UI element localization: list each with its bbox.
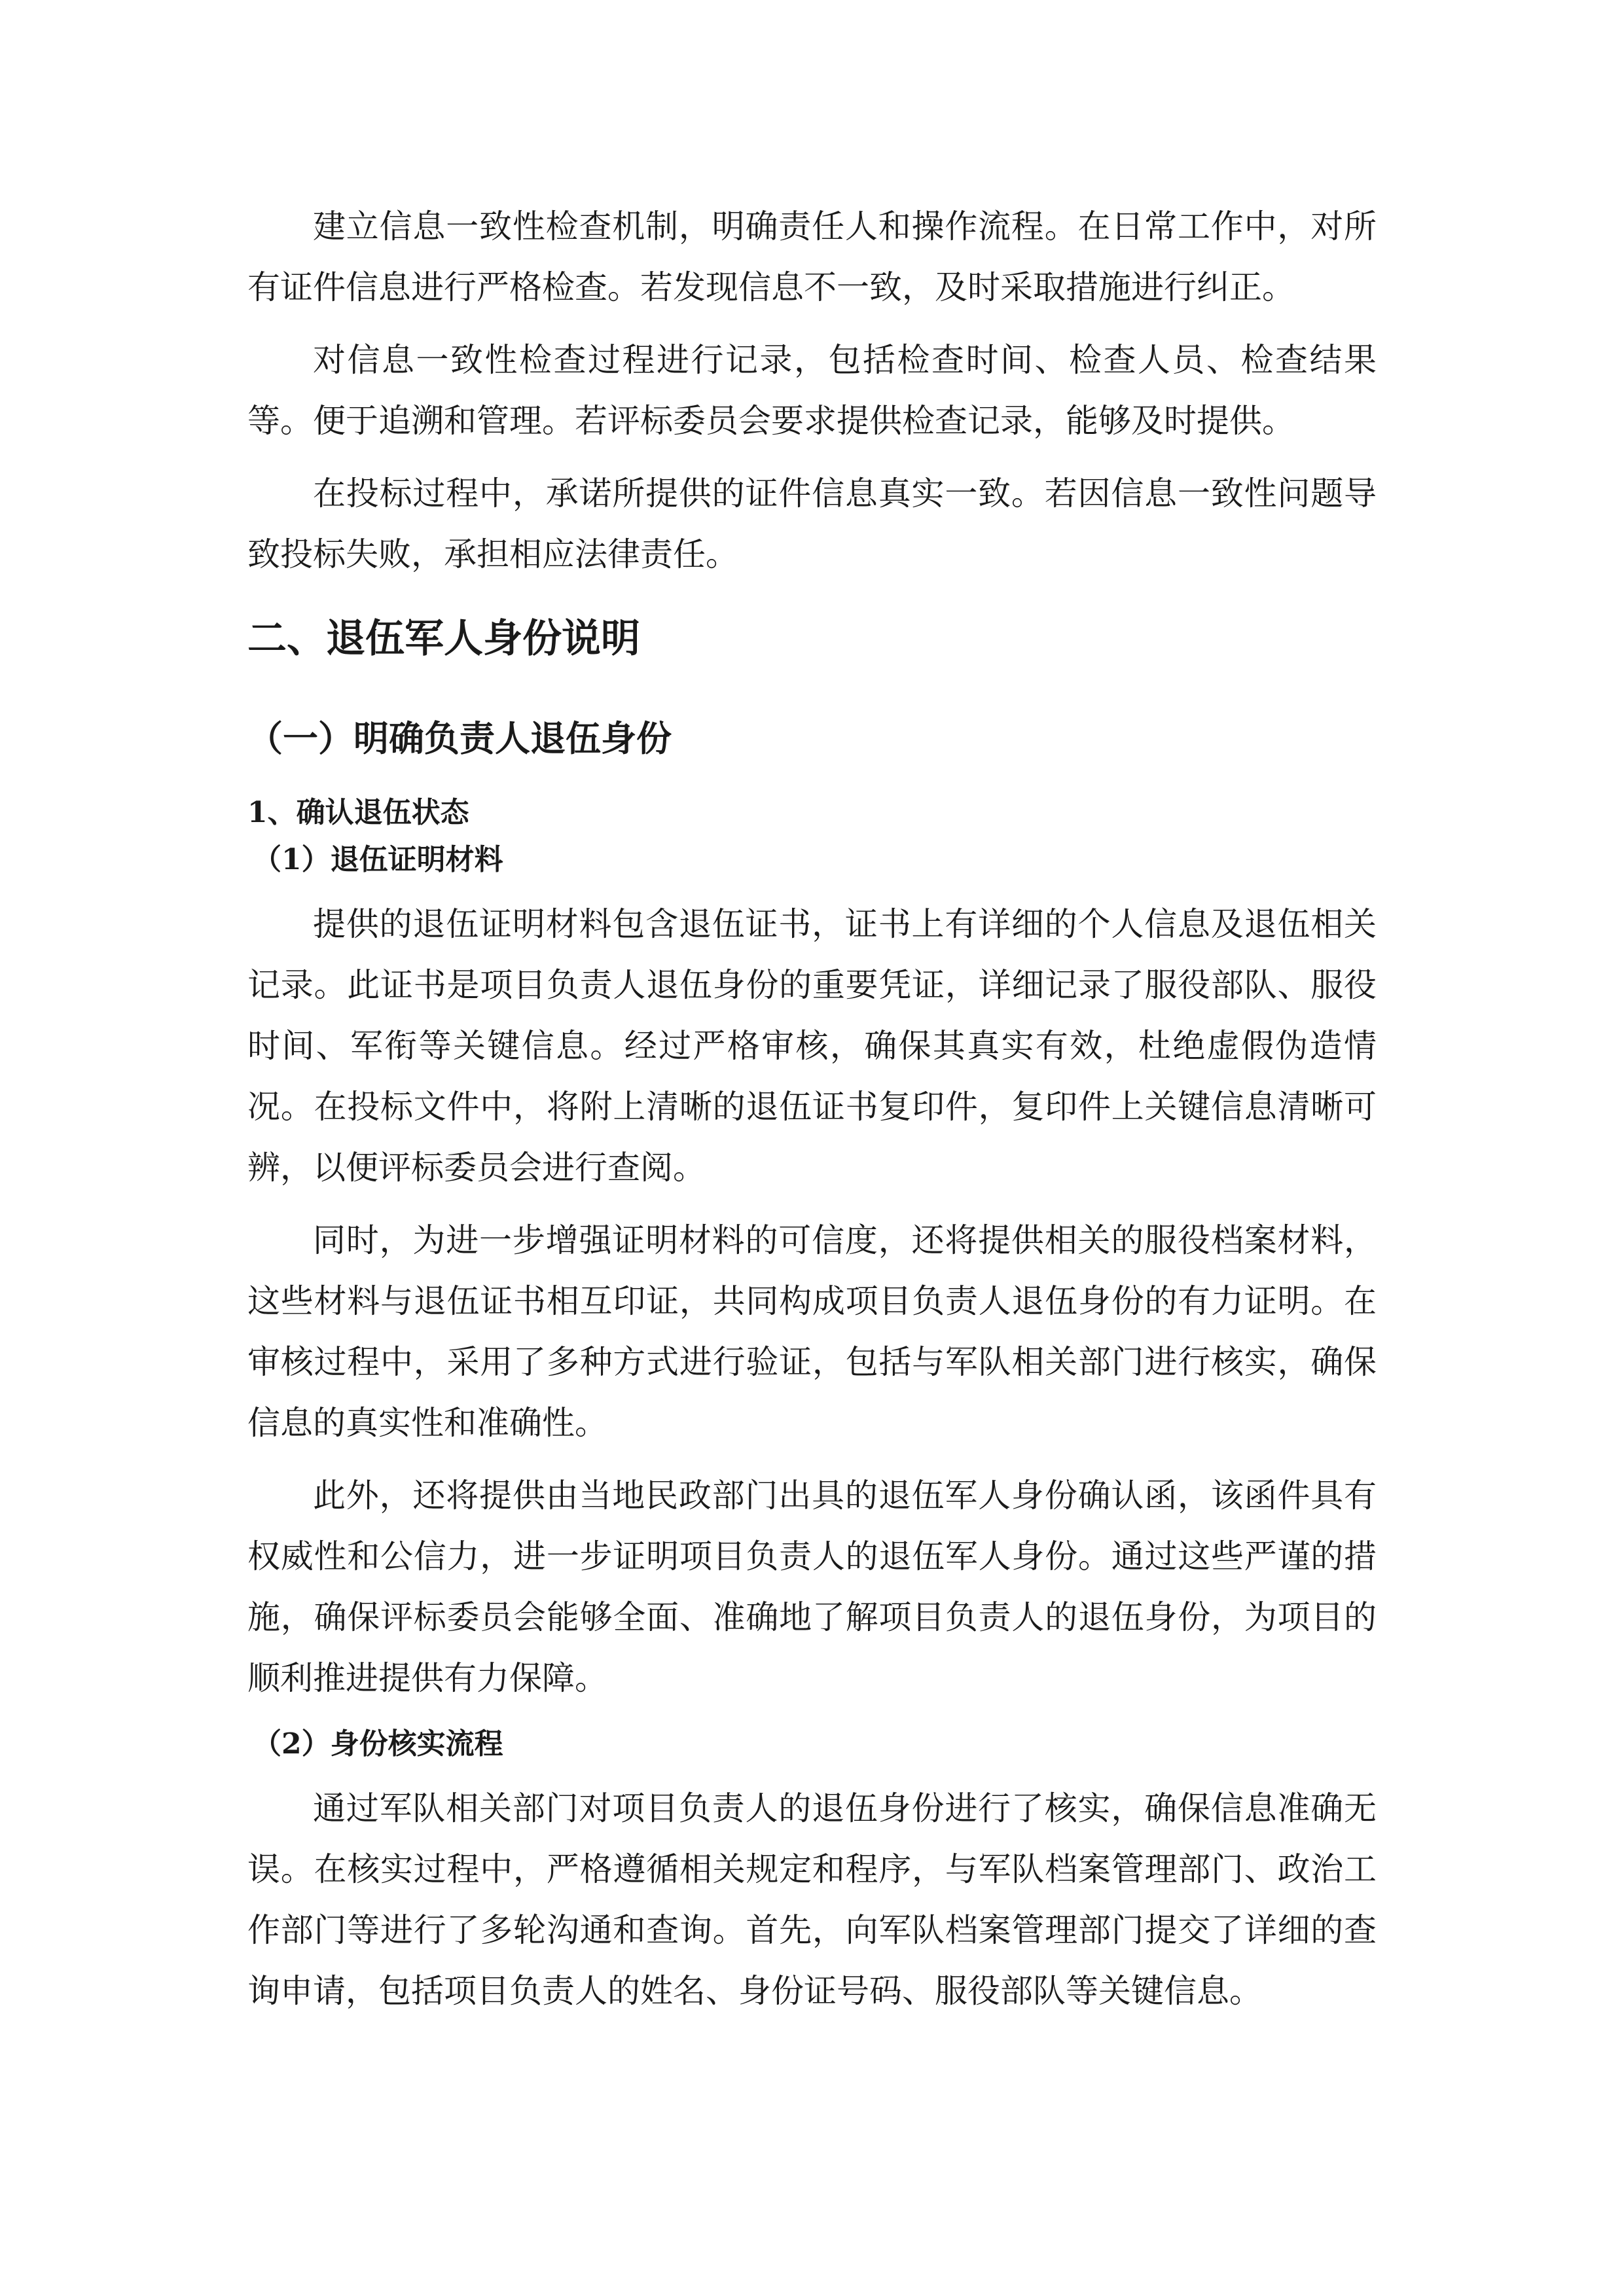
paragraph-consistency-record: 对信息一致性检查过程进行记录，包括检查时间、检查人员、检查结果等。便于追溯和管理。若评标委员会要求提供检查记录，能够及时提供。 (247, 341, 1377, 440)
paragraph-verification-process: 通过军队相关部门对项目负责人的退伍身份进行了核实，确保信息准确无误。在核实过程中，严格遵循相关规定和程序，与军队档案管理部门、政治工作部门等进行了多轮沟通和查询。首先，向军队档案管理部门提交了详细的查询申请，包括项目负责人的姓名、身份证号码、服役部队等关键信息。 (247, 1789, 1377, 2010)
sub2-title: （2）身份核实流程 (253, 1727, 503, 1761)
document-body (247, 196, 1377, 2034)
paragraph-civil-affairs-letter: 此外，还将提供由当地民政部门出具的退伍军人身份确认函，该函件具有权威性和公信力，进一步证明项目负责人的退伍军人身份。通过这些严谨的措施，确保评标委员会能够全面、准确地了解项目负责人的退伍身份，为项目的顺利推进提供有力保障。 (247, 1477, 1377, 1697)
paragraph-service-archive: 同时，为进一步增强证明材料的可信度，还将提供相关的服役档案材料，这些材料与退伍证书相互印证，共同构成项目负责人退伍身份的有力证明。在审核过程中，采用了多种方式进行验证，包括与军队相关部门进行核实，确保信息的真实性和准确性。 (247, 1221, 1377, 1442)
item-title: 1、确认退伍状态 (247, 796, 469, 829)
sub1-title: （1）退伍证明材料 (253, 843, 503, 876)
paragraph-consistency-mechanism: 建立信息一致性检查机制，明确责任人和操作流程。在日常工作中，对所有证件信息进行严格检查。若发现信息不一致，及时采取措施进行纠正。 (247, 207, 1377, 306)
subsection-title: （一）明确负责人退伍身份 (247, 717, 672, 759)
paragraph-consistency-commitment: 在投标过程中，承诺所提供的证件信息真实一致。若因信息一致性问题导致投标失败，承担相应法律责任。 (247, 475, 1377, 573)
paragraph-discharge-certificate: 提供的退伍证明材料包含退伍证书，证书上有详细的个人信息及退伍相关记录。此证书是项目负责人退伍身份的重要凭证，详细记录了服役部队、服役时间、军衔等关键信息。经过严格审核，确保其真实有效，杜绝虚假伪造情况。在投标文件中，将附上清晰的退伍证书复印件，复印件上关键信息清晰可辨，以便评标委员会进行查阅。 (247, 905, 1377, 1187)
section-title: 二、退伍军人身份说明 (247, 616, 640, 662)
